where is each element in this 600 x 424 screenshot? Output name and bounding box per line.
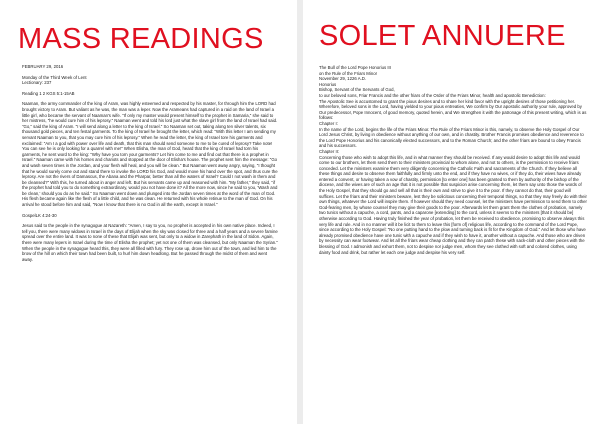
bull-paragraph: The Apostolic See is accustomed to grant the pious desires and to share her kind favor with the upright desires of those petitioning her. Wherefore, beloved sons in the Lord, having yielded to your pious entreaties, We confirm by Our apostolic authority your rule, approved by Our predecessor, Pope Innocent, of good memory, quoted herein, and We strengthen it with the patronage of this present writing, which is as follows: <box>319 98 587 121</box>
bull-header-line: on the Rule of the Friars Minor <box>319 70 378 76</box>
first-reading-reference: Reading 1 2 KGS 5:1-15AB <box>22 90 75 96</box>
solet-annuere-page <box>303 0 600 424</box>
bull-header-line: Honorius <box>319 81 337 87</box>
mass-readings-title: MASS READINGS <box>18 23 264 55</box>
solet-annuere-title: SOLET ANNUERE <box>319 20 566 52</box>
chapter-text: Concerning those who wish to adopt this life, and in what manner they should be received. If any would desire to adopt this life and would come to our brothers, let them send them to their ministers provincial to whom alone, and not to others, is the permission to receive friars conceded. Let the ministers examine them very diligently concerning the Catholic Faith and sacraments of the Church. If they believe all these things and desire to observe them faithfully and firmly unto the end, and if they have no wives, or if they do, their wives have already entered a convent, or having taken a vow of chastity, permission [to enter one] has been granted to them by authority of the bishop of the diocese, and the wives are of such an age that it is not possible that suspicion arise concerning them, let them say unto those the words of the Holy Gospel, that they should go and sell all that is their own and strive to give it to the poor. If they cannot do that, their good will suffices. Let the friars and their ministers beware, lest they be solicitous concerning their temporal things, so that they may freely do with their own things, whatever the Lord will inspire them. If however should they need counsel, let the ministers have permission to send them to other God-fearing men, by whose counsel they may give their goods to the poor. Afterwards let them grant them the clothes of probation, namely two tunics without a capuche, a cord, pants, and a caparone [extending] to the cord, unless it seems to the ministers [that it should be] otherwise according to God. Having truly finished the year of probation, let them be received to obedience, promising to observe always this very life and rule. And in no manner will it be licit to them to leave this [form of] religious life, according to the command of the Lord Pope, since according to the Holy Gospel: "No one putting hand to the plow and turning back is fit for the Kingdom of God." And let those who have already promised obedience have one tunic with a capuche and if they wish to have it, another without a capuche. And those who are driven by necessity can wear footwear. And let all the friars wear cheap clothing and they can patch these with sack-cloth and other pieces with the blessing of God. I admonish and exhort them, not to despise nor judge men, whom they see clothed with soft and colored clothes, using dainty food and drink, but rather let each one judge and despise his very self. <box>319 154 587 255</box>
reading-date: FEBRUARY 29, 2016 <box>22 64 64 69</box>
first-reading-text: Naaman, the army commander of the king of Aram, was highly esteemed and respected by his master, for through him the LORD had brought victory to Aram. But valiant as he was, the man was a leper. Now the Arameans had captured in a raid on the land of Israel a little girl, who became the servant of Naaman's wife. "If only my master would present himself to the prophet in Samaria," she said to her mistress, "he would cure him of his leprosy." Naaman went and told his lord just what the slave girl from the land of Israel had said. "Go," said the king of Aram. "I will send along a letter to the king of Israel." So Naaman set out, taking along ten silver talents, six thousand gold pieces, and ten festal garments. To the king of Israel he brought the letter, which read: "With this letter I am sending my servant Naaman to you, that you may cure him of his leprosy." When he read the letter, the king of Israel tore his garments and exclaimed: "Am I a god with power over life and death, that this man should send someone to me to be cured of leprosy? Take note! You can see he is only looking for a quarrel with me!" When Elisha, the man of God, heard that the king of Israel had torn his garments, he sent word to the king: "Why have you torn your garments? Let him come to me and find out that there is a prophet in Israel." Naaman came with his horses and chariots and stopped at the door of Elisha's house. The prophet sent him the message: "Go and wash seven times in the Jordan, and your flesh will heal, and you will be clean." But Naaman went away angry, saying, "I thought that he would surely come out and stand there to invoke the LORD his God, and would move his hand over the spot, and thus cure the leprosy. Are not the rivers of Damascus, the Abana and the Pharpar, better than all the waters of Israel? Could I not wash in them and be cleansed?" With this, he turned about in anger and left. But his servants came up and reasoned with him. "My father," they said, "if the prophet had told you to do something extraordinary, would you not have done it? All the more now, since he said to you, 'Wash and be clean,' should you do as he said." So Naaman went down and plunged into the Jordan seven times at the word of the man of God. His flesh became again like the flesh of a little child, and he was clean. He returned with his whole retinue to the man of God. On his arrival he stood before him and said, "Now I know that there is no God in all the earth, except in Israel." <box>22 101 278 208</box>
bull-header-line: The Bull of the Lord Pope Honorius III <box>319 65 391 70</box>
mass-readings-body <box>22 64 278 262</box>
liturgical-day: Monday of the Third Week of Lent <box>22 74 87 80</box>
chapter-heading: Chapter II: <box>319 148 340 154</box>
solet-annuere-body <box>319 65 587 255</box>
gospel-reference: GospelLK 4:24-30 <box>22 212 57 218</box>
bull-intro: to our beloved sons, Friar Francis and the other friars of the Order of the Friars Minor, health and apostolic Benediction: <box>319 92 546 98</box>
chapter-heading: Chapter I: <box>319 120 338 126</box>
lectionary-number: Lectionary: 237 <box>22 80 52 86</box>
chapter-text: In the name of the Lord, begins the life of the Friars Minor. The Rule of the Friars Minor is this, namely, to observe the Holy Gospel of Our Lord Jesus Christ, by living in obedience without anything of our own, and in chastity. Brother Francis promises obedience and reverence to the Lord Pope Honorius and his canonically elected successors, and to the Roman Church; and the other friars are bound to obey Francis and his successors. <box>319 126 584 149</box>
mass-readings-page <box>0 0 297 424</box>
bull-header-line: November 29, 1226 A.D. <box>319 76 367 82</box>
bull-header-line: Bishop, Servant of the Servants of God, <box>319 87 395 93</box>
gospel-text: Jesus said to the people in the synagogue at Nazareth: "Amen, I say to you, no prophet is accepted in his own native place. Indeed, I tell you, there were many widows in Israel in the days of Elijah when the sky was closed for three and a half years and a severe famine spread over the entire land. It was to none of these that Elijah was sent, but only to a widow in Zarephath in the land of Sidon. Again, there were many lepers in Israel during the time of Elisha the prophet; yet not one of them was cleansed, but only Naaman the Syrian." When the people in the synagogue heard this, they were all filled with fury. They rose up, drove him out of the town, and led him to the brow of the hill on which their town had been built, to hurl him down headlong. But he passed through the midst of them and went away. <box>22 223 278 262</box>
